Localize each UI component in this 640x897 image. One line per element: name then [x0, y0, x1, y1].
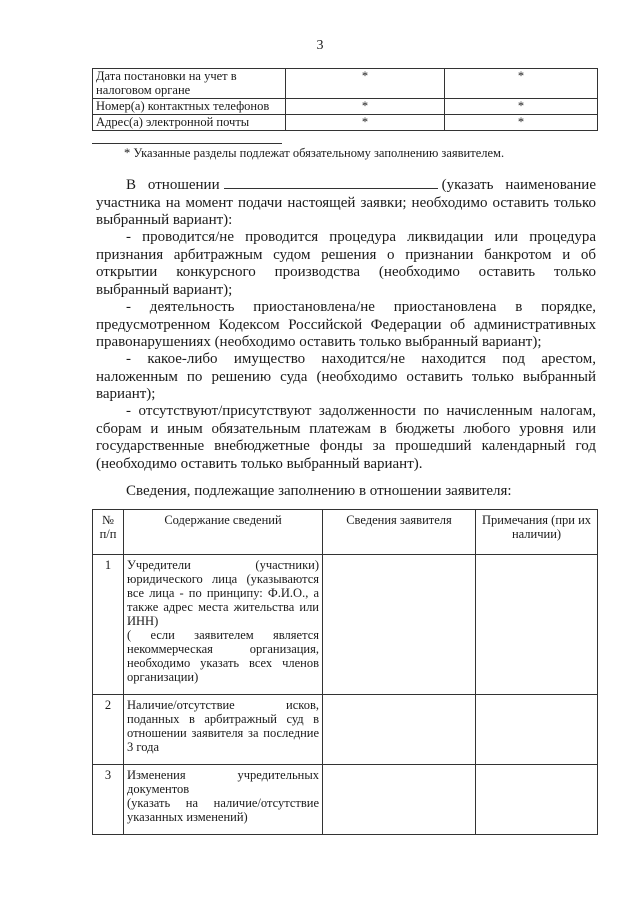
- table-row: [93, 115, 598, 131]
- page-number: 3: [316, 38, 324, 53]
- footnote: * Указанные разделы подлежат обязательному заполнению заявителем.: [124, 146, 505, 160]
- row-number: 2: [93, 695, 124, 765]
- section-heading: Сведения, подлежащие заполнению в отношении заявителя:: [126, 483, 512, 499]
- row-content-text: Учредители (участники) юридического лица (указываются все лица - по принципу: Ф.И.О., а также адрес места жительства или ИНН): [127, 558, 319, 628]
- header-row: [93, 510, 598, 555]
- row-content-note: ( если заявителем является некоммерческая организация, необходимо указать всех членов организации): [127, 628, 319, 684]
- notes-cell[interactable]: [476, 695, 598, 765]
- table-row: [93, 695, 598, 765]
- required-mark: *: [286, 69, 445, 99]
- applicant-value-cell[interactable]: [323, 765, 476, 835]
- required-mark: *: [445, 99, 598, 115]
- column-header-number: № п/п: [93, 510, 124, 555]
- intro-text: В отношении: [126, 177, 220, 193]
- applicant-value-cell[interactable]: [323, 695, 476, 765]
- bullet-debts: - отсутствуют/присутствуют задолженности по начисленным налогам, сборам и иным обязательным платежам в бюджеты любого уровня или государственные внебюджетные фонды за прошедший календарный год (необходимо оставить только выбранный вариант).: [96, 403, 596, 472]
- row-label: Номер(а) контактных телефонов: [93, 99, 286, 115]
- contact-details-table: [92, 68, 598, 131]
- row-number: 1: [93, 555, 124, 695]
- bullet-suspension: - деятельность приостановлена/не приостановлена в порядке, предусмотренном Кодексом Российской Федерации об административных правонарушениях (необходимо оставить только выбранный вариант);: [96, 299, 596, 350]
- row-content: [124, 555, 323, 695]
- row-content-text: Изменения учредительных документов: [127, 768, 319, 796]
- table-row: [93, 765, 598, 835]
- row-content-note: (указать на наличие/отсутствие указанных изменений): [127, 796, 319, 824]
- row-content: [124, 695, 323, 765]
- table-row: [93, 555, 598, 695]
- participant-name-blank[interactable]: [224, 176, 438, 189]
- required-mark: *: [445, 115, 598, 131]
- column-header-notes: Примечания (при их наличии): [476, 510, 598, 555]
- applicant-value-cell[interactable]: [323, 555, 476, 695]
- row-number: 3: [93, 765, 124, 835]
- applicant-info-table: [92, 509, 598, 835]
- notes-cell[interactable]: [476, 555, 598, 695]
- column-header-applicant: Сведения заявителя: [323, 510, 476, 555]
- row-content: [124, 765, 323, 835]
- bullet-arrest: - какое-либо имущество находится/не находится под арестом, наложенным по решению суда (необходимо оставить только выбранный вариант);: [96, 351, 596, 402]
- row-label: Адрес(а) электронной почты: [93, 115, 286, 131]
- required-mark: *: [286, 99, 445, 115]
- intro-text: (указать наименование участника на момент подачи настоящей заявки; необходимо оставить только выбранный вариант):: [96, 177, 596, 228]
- table-row: [93, 69, 598, 99]
- column-header-content: Содержание сведений: [124, 510, 323, 555]
- intro-paragraph: [96, 176, 596, 230]
- footnote-divider: [92, 143, 282, 144]
- row-content-text: Наличие/отсутствие исков, поданных в арбитражный суд в отношении заявителя за последние 3 года: [127, 698, 319, 754]
- required-mark: *: [286, 115, 445, 131]
- table-row: [93, 99, 598, 115]
- notes-cell[interactable]: [476, 765, 598, 835]
- required-mark: *: [445, 69, 598, 99]
- bullet-liquidation: - проводится/не проводится процедура ликвидации или процедура признания арбитражным судом решения о признании банкротом и об открытии конкурсного производства (необходимо оставить только выбранный вариант);: [96, 229, 596, 298]
- row-label: Дата постановки на учет в налоговом органе: [93, 69, 286, 99]
